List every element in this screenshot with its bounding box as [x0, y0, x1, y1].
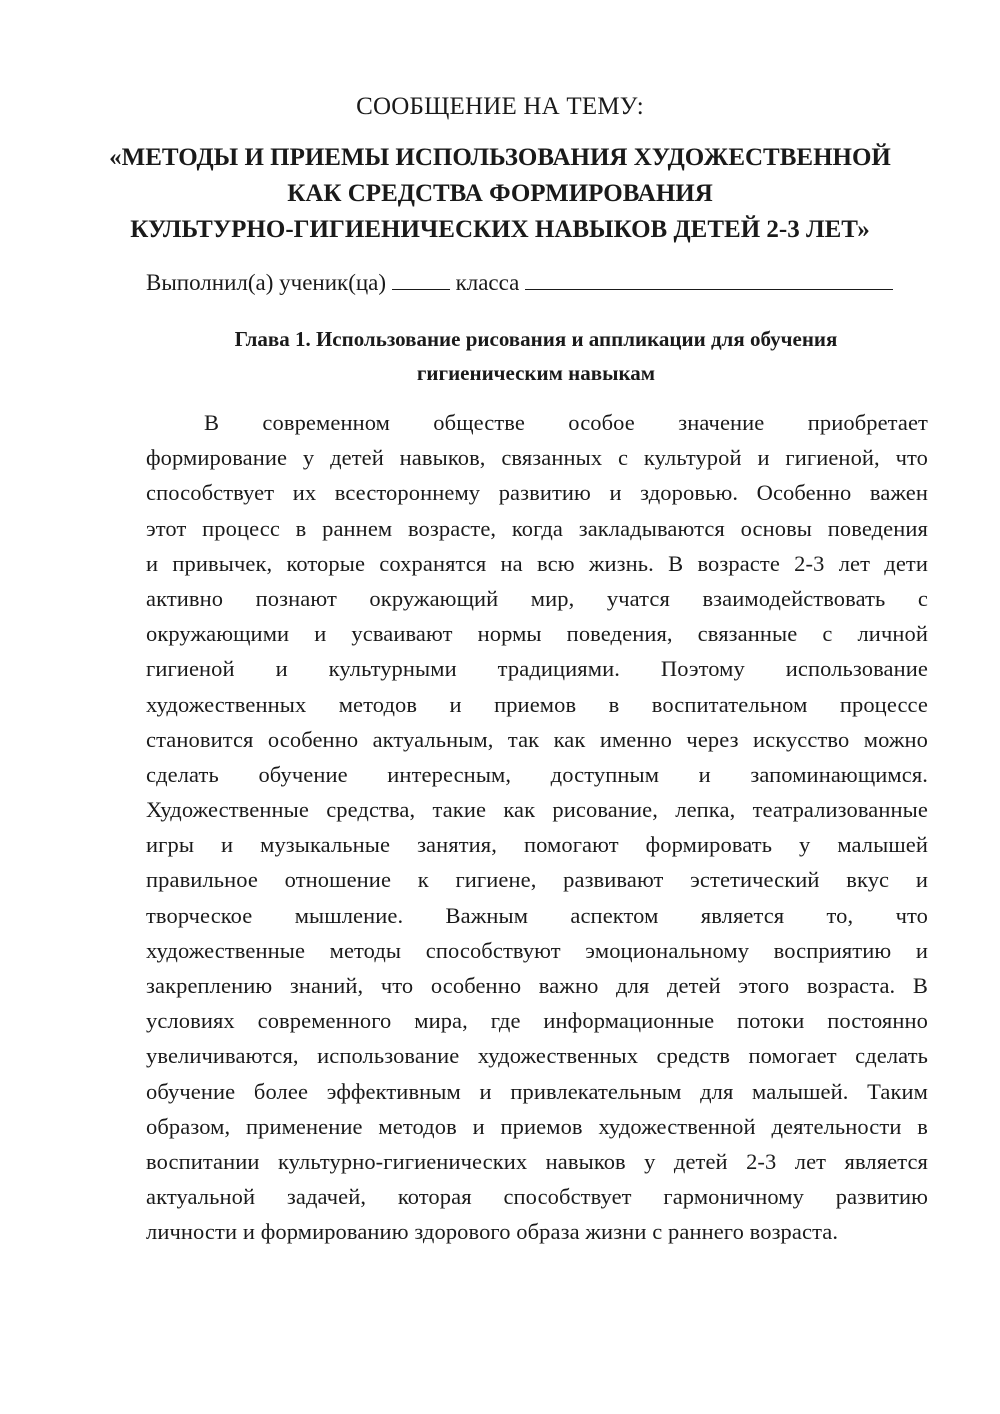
paragraph-line: активно познают окружающий мир, учатся взаимодействовать с [146, 585, 928, 611]
paragraph-line: увеличиваются, использование художественных средств помогает сделать [146, 1043, 928, 1069]
paragraph-line: сделать обучение интересным, доступным и запоминающимся. [146, 761, 928, 787]
paragraph-line: обучение более эффективным и привлекательным для малышей. Таким [146, 1078, 928, 1104]
document-title-line-2: КАК СРЕДСТВА ФОРМИРОВАНИЯ [287, 180, 713, 207]
chapter-title-line-2: гигиеническим навыкам [416, 361, 656, 385]
document-label: СООБЩЕНИЕ НА ТЕМУ: [356, 93, 644, 120]
name-blank-field [525, 265, 893, 290]
document-title-line-3: КУЛЬТУРНО-ГИГИЕНИЧЕСКИХ НАВЫКОВ ДЕТЕЙ 2-3 ЛЕТ» [130, 216, 870, 243]
paragraph-line: гигиеной и культурными традициями. Поэтому использование [146, 656, 928, 682]
grade-label: класса [455, 270, 520, 295]
paragraph-line: художественные методы способствуют эмоциональному восприятию и [146, 937, 928, 963]
paragraph-line: условиях современного мира, где информационные потоки постоянно [146, 1008, 928, 1034]
paragraph-line: окружающими и усваивают нормы поведения, связанные с личной [146, 621, 928, 647]
chapter-title-line-1: Глава 1. Использование рисования и аппликации для обучения [234, 327, 838, 351]
paragraph-line: актуальной задачей, которая способствует гармоничному развитию [146, 1184, 928, 1210]
author-label: Выполнил(а) ученик(ца) [146, 270, 387, 295]
author-signature-line [146, 265, 893, 296]
paragraph-line: творческое мышление. Важным аспектом является то, что [146, 902, 928, 928]
paragraph-line: Художественные средства, такие как рисование, лепка, театрализованные [146, 797, 928, 823]
paragraph-line: и привычек, которые сохранятся на всю жизнь. В возрасте 2-3 лет дети [146, 550, 928, 576]
paragraph-line: способствует их всестороннему развитию и здоровью. Особенно важен [146, 480, 928, 506]
paragraph-line: закреплению знаний, что особенно важно для детей этого возраста. В [146, 973, 928, 998]
paragraph-line: правильное отношение к гигиене, развивают эстетический вкус и [146, 867, 928, 893]
paragraph-line: художественных методов и приемов в воспитательном процессе [146, 691, 928, 717]
paragraph-line: становится особенно актуальным, так как именно через искусство можно [146, 726, 928, 752]
body-paragraph [146, 405, 928, 1250]
paragraph-line: В современном обществе особое значение приобретает [204, 410, 928, 435]
paragraph-line: игры и музыкальные занятия, помогают формировать у малышей [146, 832, 928, 858]
paragraph-line: воспитании культурно-гигиенических навыков у детей 2-3 лет является [146, 1148, 928, 1174]
paragraph-line: личности и формированию здорового образа жизни с раннего возраста. [146, 1219, 839, 1245]
paragraph-line: формирование у детей навыков, связанных с культурой и гигиеной, что [146, 445, 928, 471]
paragraph-line: образом, применение методов и приемов художественной деятельности в [146, 1113, 928, 1139]
document-title-line-1: «МЕТОДЫ И ПРИЕМЫ ИСПОЛЬЗОВАНИЯ ХУДОЖЕСТВЕННОЙ [109, 144, 891, 171]
grade-blank-field [392, 265, 450, 290]
paragraph-line: этот процесс в раннем возрасте, когда закладываются основы поведения [146, 515, 928, 541]
